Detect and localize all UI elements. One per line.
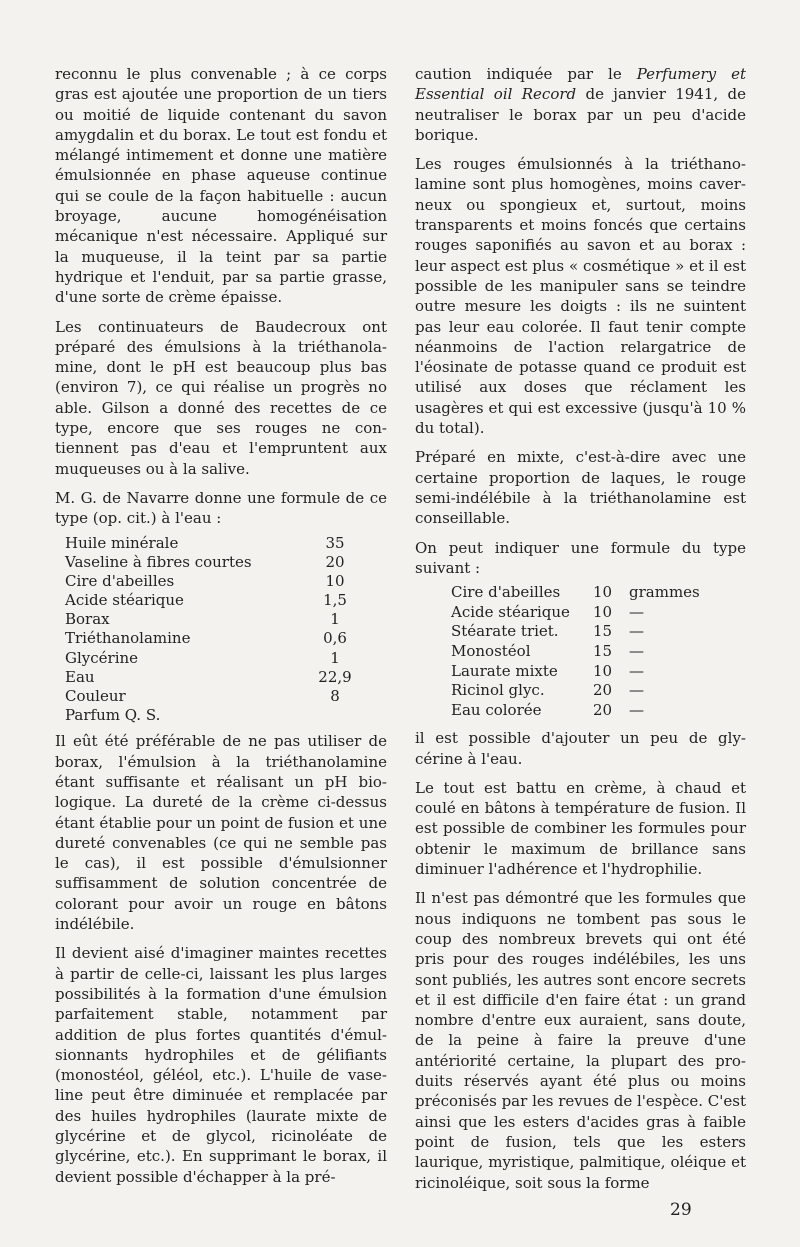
page-number: 29 [670, 1200, 692, 1220]
ingredient-quantity: 35 [325, 533, 345, 552]
paragraph: Les rouges émulsionnés à la triéthanolamine sont plus homogènes, moins caverneux ou spongieux et, surtout, moins transparents et moins foncés que certains rouges saponifiés au savon et au borax : leur aspect est plus « cosmétique » et il est possible de les manipuler sans se teindre outre mesure les doigts : ils ne suintent pas leur eau colorée. Il faut tenir compte néanmoins de l'action relargatrice de l'éosinate de potasse quand ce produit est utilisé aux doses que réclament les usagères et qui est excessive (jusqu'à 10 % du total). [415, 155, 746, 438]
ingredient-unit: — [629, 641, 644, 660]
right-column [415, 64, 746, 1202]
formula-row [65, 534, 387, 553]
paragraph: Préparé en mixte, c'est-à-dire avec une certaine proportion de laques, le rouge semi-indélébile à la triéthanolamine est conseillable. [415, 448, 746, 528]
ingredient-name: Triéthanolamine [65, 629, 191, 648]
ingredient-unit: — [629, 622, 644, 641]
formula-row [65, 687, 387, 706]
ingredient-unit: — [629, 661, 644, 680]
ingredient-name: Acide stéarique [451, 602, 570, 621]
ingredient-quantity: 10 [593, 583, 613, 602]
ingredient-quantity: 10 [593, 602, 613, 621]
formula-row [65, 649, 387, 668]
ingredient-unit: — [629, 602, 644, 621]
ingredient-name: Stéarate triet. [451, 622, 559, 641]
text-run: caution indiquée par le [415, 65, 637, 83]
ingredient-name: Cire d'abeilles [65, 571, 175, 590]
formula-row [65, 668, 387, 687]
ingredient-unit: — [629, 681, 644, 700]
ingredient-quantity: 20 [325, 552, 345, 571]
paragraph: Il devient aisé d'imaginer maintes recettes à partir de celle-ci, laissant les plus larges possibilités à la formation d'une émulsion parfaitement stable, notamment par addition de plus fortes quantités d'émulsionnants hydrophiles et de gélifiants (monostéol, géléol, etc.). L'huile de vaseline peut être diminuée et remplacée par des huiles hydrophiles (laurate mixte de glycérine et de glycol, ricinoléate de glycérine, etc.). En supprimant le borax, il devient possible d'échapper à la pré- [55, 944, 387, 1186]
formula-row [451, 603, 746, 623]
paragraph: Il eût été préférable de ne pas utiliser de borax, l'émulsion à la triéthanolamine étant suffisante et réalisant un pH biologique. La dureté de la crème ci-dessus étant établie pour un point de fusion et une dureté convenables (ce qui ne semble pas le cas), il est possible d'émulsionner suffisamment de solution concentrée de colorant pour avoir un rouge en bâtons indélébile. [55, 732, 387, 934]
formula-row [65, 706, 387, 725]
formula-row [451, 622, 746, 642]
ingredient-name: Huile minérale [65, 533, 179, 552]
paragraph: Les continuateurs de Baudecroux ont préparé des émulsions à la triéthanolamine, dont le pH est beaucoup plus bas (environ 7), ce qui réalise un progrès no able. Gilson a donné des recettes de ce type, encore que ses rouges ne contiennent pas d'eau et l'empruntent aux muqueuses ou à la salive. [55, 317, 387, 478]
ingredient-quantity [310, 706, 360, 725]
paragraph [415, 64, 746, 145]
ingredient-name: Vaseline à fibres courtes [65, 552, 252, 571]
formula-row [451, 642, 746, 662]
formula-table-navarre [65, 534, 387, 726]
paragraph: Le tout est battu en crème, à chaud et coulé en bâtons à température de fusion. Il est possible de combiner les formules pour obtenir le maximum de brillance sans diminuer l'adhérence et l'hydrophilie. [415, 778, 746, 879]
formula-row [65, 591, 387, 610]
paragraph: reconnu le plus convenable ; à ce corps gras est ajoutée une proportion de un tiers ou moitié de liquide contenant du savon amygdalin et du borax. Le tout est fondu et mélangé intimement et donne une matière émulsionnée en phase aqueuse continue qui se coule de la façon habituelle : aucun broyage, aucune homogénéisation mécanique n'est nécessaire. Appliqué sur la muqueuse, il la teint par sa partie hydrique et l'enduit, par sa partie grasse, d'une sorte de crème épaisse. [55, 65, 387, 307]
ingredient-name: Eau [65, 667, 95, 686]
ingredient-quantity: 20 [593, 700, 613, 719]
ingredient-quantity: 8 [330, 687, 340, 706]
ingredient-quantity: 10 [593, 661, 613, 680]
ingredient-quantity: 10 [325, 571, 345, 590]
ingredient-quantity: 0,6 [323, 629, 347, 648]
ingredient-quantity: 1 [330, 648, 340, 667]
ingredient-name: Laurate mixte [451, 661, 558, 680]
formula-row [65, 629, 387, 648]
ingredient-name: Ricinol glyc. [451, 681, 545, 700]
paragraph: On peut indiquer une formule du type suivant : [415, 538, 746, 577]
ingredient-quantity: 15 [593, 641, 613, 660]
text-run: de janvier 1941, de neutraliser le borax par un peu d'acide borique. [415, 85, 746, 144]
ingredient-name: Cire d'abeilles [451, 583, 561, 602]
paragraph: Il n'est pas démontré que les formules que nous indiquons ne tombent pas sous le coup des nombreux brevets qui ont été pris pour des rouges indélébiles, les uns sont publiés, les autres sont encore secrets et il est difficile d'en faire état : un grand nombre d'entre eux auraient, sans doute, de la peine à faire la preuve d'une antériorité certaine, la plupart des produits réservés ayant été plus ou moins préconisés par les revues de l'espèce. C'est ainsi que les esters d'acides gras à faible point de fusion, tels que les esters laurique, myristique, palmitique, oléique et ricinoléique, soit sous la forme [415, 889, 746, 1192]
ingredient-unit: — [629, 700, 644, 719]
ingredient-quantity: 20 [593, 681, 613, 700]
formula-row [451, 662, 746, 682]
ingredient-quantity: 22,9 [318, 667, 352, 686]
journal-title: Perfumery et Essential oil Record [415, 65, 746, 104]
ingredient-name: Borax [65, 610, 110, 629]
formula-table-suggested [451, 583, 746, 720]
formula-row [451, 681, 746, 701]
formula-row [65, 553, 387, 572]
ingredient-name: Glycérine [65, 648, 139, 667]
formula-row [65, 610, 387, 629]
ingredient-name: Couleur [65, 687, 126, 706]
ingredient-name: Parfum Q. S. [65, 706, 161, 725]
ingredient-name: Monostéol [451, 641, 531, 660]
paragraph: il est possible d'ajouter un peu de glycérine à l'eau. [415, 729, 746, 768]
ingredient-quantity: 1 [330, 610, 340, 629]
paragraph: M. G. de Navarre donne une formule de ce type (op. cit.) à l'eau : [55, 488, 387, 528]
ingredient-unit: grammes [629, 583, 700, 602]
ingredient-quantity: 15 [593, 622, 613, 641]
ingredient-name: Acide stéarique [65, 591, 184, 610]
formula-row [451, 583, 746, 603]
ingredient-quantity: 1,5 [323, 591, 347, 610]
ingredient-name: Eau colorée [451, 700, 542, 719]
left-column [55, 64, 387, 1196]
formula-row [65, 572, 387, 591]
formula-row [451, 701, 746, 721]
